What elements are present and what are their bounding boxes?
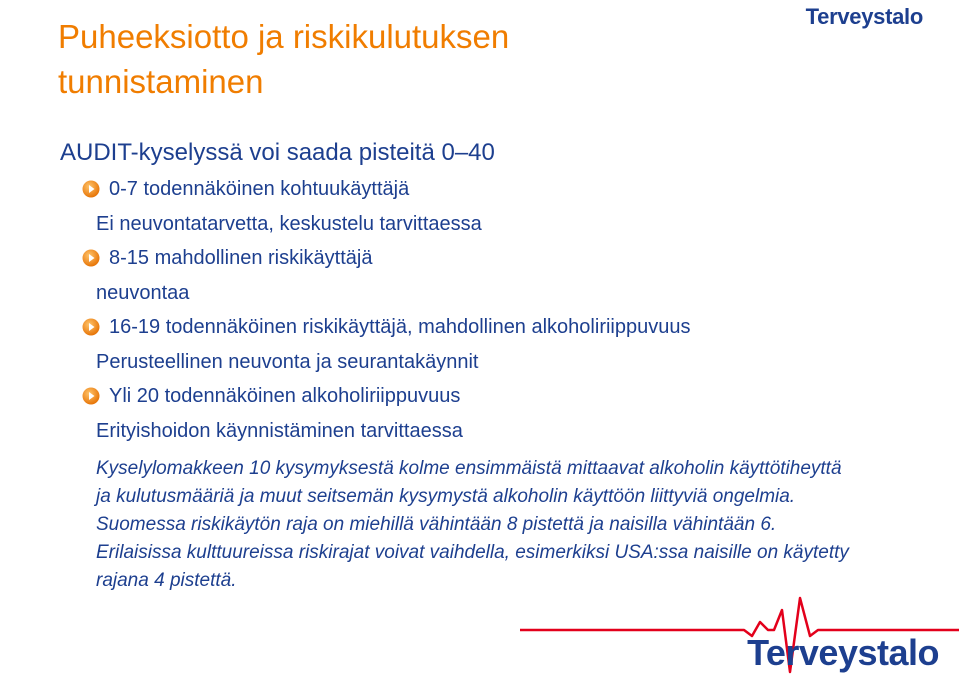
- play-circle-icon: [82, 249, 100, 267]
- slide-title-line-2: tunnistaminen: [58, 63, 264, 100]
- slide-title: [58, 14, 798, 104]
- play-circle-icon: [82, 180, 100, 198]
- sub-item: neuvontaa: [96, 282, 190, 304]
- sub-item: Erityishoidon käynnistäminen tarvittaessa: [96, 420, 463, 442]
- bullet-item: [60, 245, 940, 271]
- bullet-item: [60, 314, 940, 340]
- lead-text: AUDIT-kyselyssä voi saada pisteitä 0–40: [60, 139, 495, 166]
- bullet-item: [60, 383, 940, 409]
- brand-logo-bottom: Terveystalo: [747, 632, 939, 673]
- brand-logo-top: Terveystalo: [805, 4, 923, 29]
- slide-content: [60, 138, 940, 595]
- bullet-text: 0-7 todennäköinen kohtuukäyttäjä: [109, 178, 410, 200]
- slide-title-line-1: Puheeksiotto ja riskikulutuksen: [58, 18, 510, 55]
- play-circle-icon: [82, 387, 100, 405]
- sub-item: Ei neuvontatarvetta, keskustelu tarvittaessa: [96, 213, 482, 235]
- sub-item: Perusteellinen neuvonta ja seurantakäynnit: [96, 351, 479, 373]
- play-circle-icon: [82, 318, 100, 336]
- bullet-text: 16-19 todennäköinen riskikäyttäjä, mahdollinen alkoholiriippuvuus: [109, 316, 691, 338]
- bullet-text: 8-15 mahdollinen riskikäyttäjä: [109, 247, 373, 269]
- bullet-text: Yli 20 todennäköinen alkoholiriippuvuus: [109, 385, 461, 407]
- bullet-item: [60, 176, 940, 202]
- footnote-text: Kyselylomakkeen 10 kysymyksestä kolme ensimmäistä mittaavat alkoholin käyttötiheyttä ja kulutusmääriä ja muut seitsemän kysymystä alkoholin käyttöön liittyviä ongelmia. Suomessa riskikäytön raja on miehillä vähintään 8 pistettä ja naisilla vähintään 6. Erilaisissa kulttuureissa riskirajat voivat vaihdella, esimerkiksi USA:ssa naisille on käytetty rajana 4 pistettä.: [96, 458, 849, 591]
